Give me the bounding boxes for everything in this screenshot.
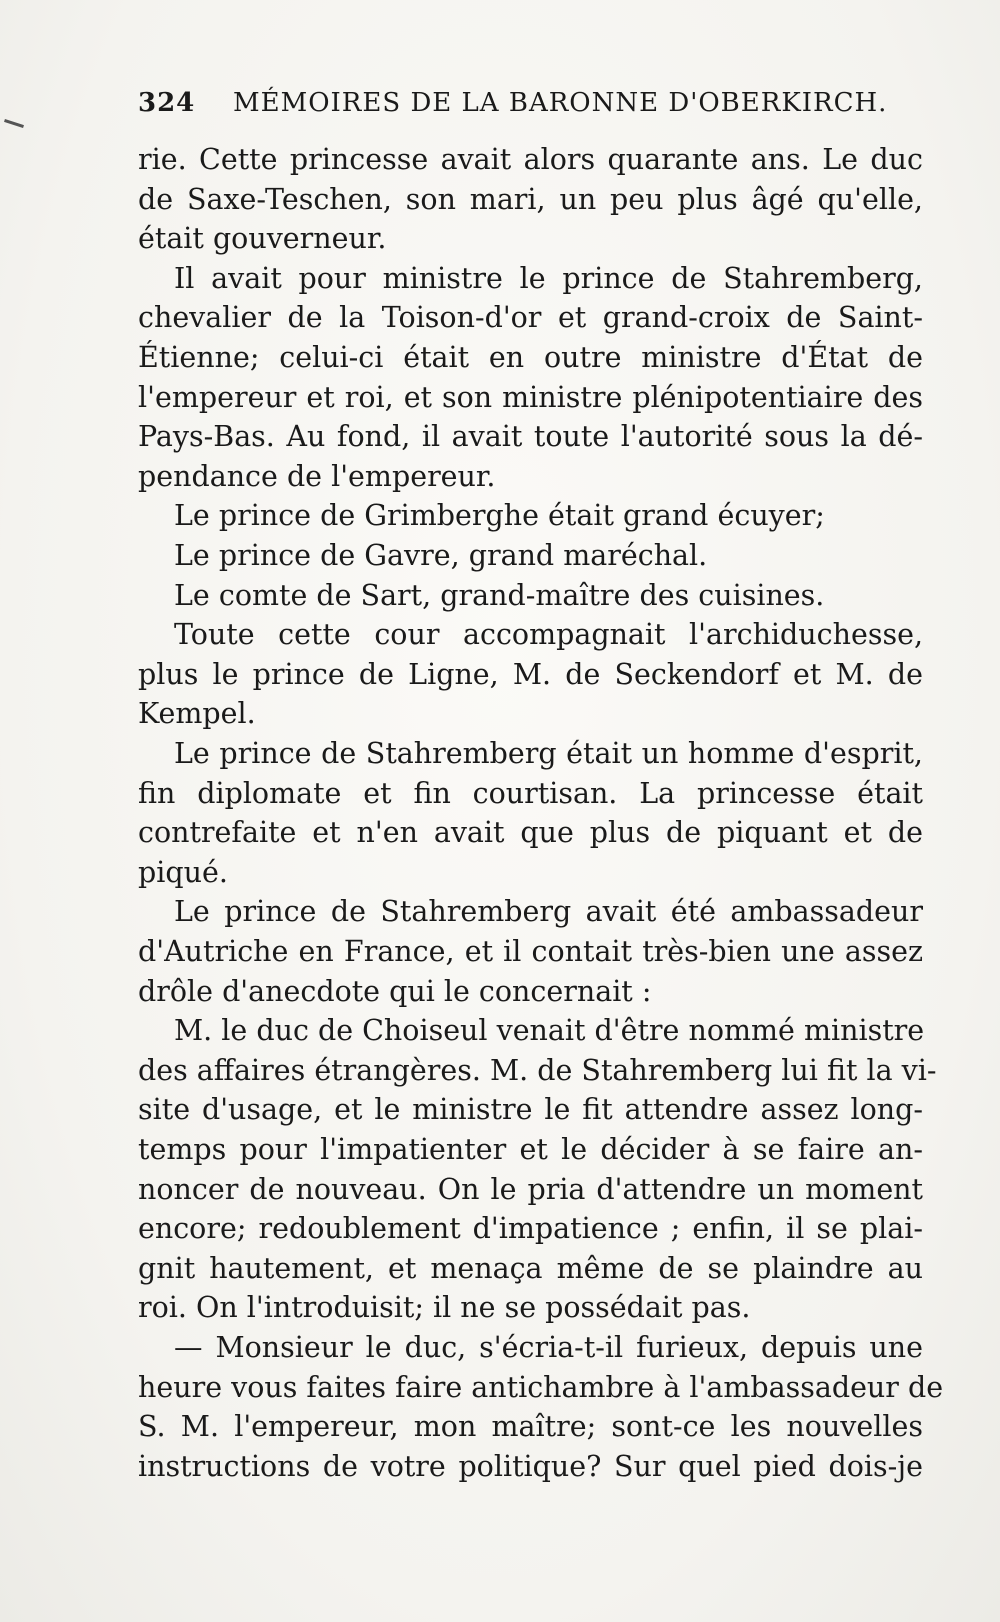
text-line: drôle d'anecdote qui le concernait :: [138, 974, 652, 1008]
text-line: Étienne; celui-ci était en outre ministre d'État de: [138, 341, 923, 374]
text-line: S. M. l'empereur, mon maître; sont-ce les nouvelles: [138, 1410, 923, 1444]
text-line: était gouverneur.: [138, 222, 387, 256]
text-line: roi. On l'introduisit; il ne se possédait pas.: [138, 1291, 751, 1325]
text-line: l'empereur et roi, et son ministre plénipotentiaire des: [138, 380, 923, 414]
text-line: M. le duc de Choiseul venait d'être nommé ministre: [174, 1014, 925, 1048]
text-line: Le prince de Stahremberg était un homme d'esprit,: [174, 737, 923, 770]
text-line: noncer de nouveau. On le pria d'attendre un moment: [138, 1172, 923, 1206]
text-line: Il avait pour ministre le prince de Stahremberg,: [174, 261, 923, 295]
text-line: Kempel.: [138, 697, 256, 731]
page-header: [138, 88, 918, 128]
text-line: gnit hautement, et menaça même de se plaindre au: [138, 1251, 923, 1285]
text-line: site d'usage, et le ministre le fit attendre assez long-: [138, 1093, 923, 1127]
text-line: Toute cette cour accompagnait l'archiduchesse,: [174, 618, 923, 652]
text-line: heure vous faites faire antichambre à l'ambassadeur de: [138, 1370, 944, 1404]
text-line: — Monsieur le duc, s'écria-t-il furieux, depuis une: [174, 1331, 923, 1364]
margin-mark: [4, 119, 24, 128]
text-line: pendance de l'empereur.: [138, 459, 496, 493]
text-line: des affaires étrangères. M. de Stahremberg lui fit la vi-: [138, 1053, 937, 1087]
text-line: temps pour l'impatienter et le décider à se faire an-: [138, 1133, 923, 1166]
text-line: Pays-Bas. Au fond, il avait toute l'autorité sous la dé-: [138, 420, 923, 454]
page-number: 324: [138, 88, 196, 118]
text-line: Le prince de Grimberghe était grand écuyer;: [174, 499, 825, 533]
body-text: [138, 140, 944, 1540]
text-line: contrefaite et n'en avait que plus de piquant et de: [138, 816, 923, 850]
text-line: instructions de votre politique? Sur quel pied dois-je: [138, 1449, 923, 1483]
text-line: plus le prince de Ligne, M. de Seckendorf et M. de: [138, 657, 923, 691]
text-line: d'Autriche en France, et il contait très-bien une assez: [138, 935, 923, 968]
text-line: rie. Cette princesse avait alors quarante ans. Le duc: [138, 143, 923, 176]
text-line: fin diplomate et fin courtisan. La princesse était: [138, 776, 923, 810]
running-title: MÉMOIRES DE LA BARONNE D'OBERKIRCH.: [233, 88, 888, 118]
text-line: Le comte de Sart, grand-maître des cuisines.: [174, 578, 825, 612]
text-line: encore; redoublement d'impatience ; enfin, il se plai-: [138, 1212, 923, 1246]
text-line: Le prince de Stahremberg avait été ambassadeur: [174, 895, 923, 929]
text-line: piqué.: [138, 855, 228, 889]
text-line: de Saxe-Teschen, son mari, un peu plus âgé qu'elle,: [138, 182, 923, 216]
text-line: Le prince de Gavre, grand maréchal.: [174, 539, 708, 572]
text-line: chevalier de la Toison-d'or et grand-croix de Saint-: [138, 301, 923, 335]
